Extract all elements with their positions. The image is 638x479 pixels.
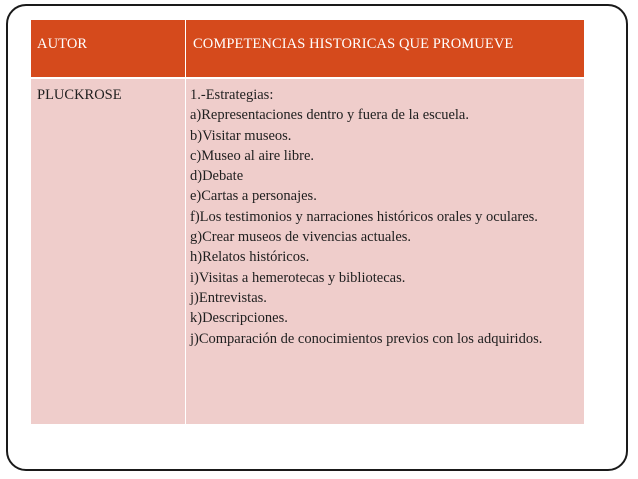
list-item: b)Visitar museos. <box>190 127 292 144</box>
list-item: j)Entrevistas. <box>190 289 267 306</box>
list-item: g)Crear museos de vivencias actuales. <box>190 229 412 246</box>
list-item: k)Descripciones. <box>190 310 288 327</box>
list-item: 1.-Estrategias: <box>190 87 274 103</box>
cell-author: PLUCKROSE <box>37 87 122 103</box>
row-divider <box>31 77 584 79</box>
header-author: AUTOR <box>37 36 88 52</box>
competencies-table <box>31 20 584 424</box>
list-item: f)Los testimonios y narraciones históricos orales y oculares. <box>190 208 538 225</box>
list-item: a)Representaciones dentro y fuera de la escuela. <box>190 107 469 124</box>
list-item: c)Museo al aire libre. <box>190 147 315 164</box>
list-item: j)Comparación de conocimientos previos con los adquiridos. <box>190 330 543 347</box>
list-item: i)Visitas a hemerotecas y bibliotecas. <box>190 269 406 286</box>
list-item: e)Cartas a personajes. <box>190 188 317 205</box>
competencies-list <box>190 86 542 350</box>
header-competencies: COMPETENCIAS HISTORICAS QUE PROMUEVE <box>193 36 514 52</box>
column-divider <box>185 20 186 424</box>
list-item: d)Debate <box>190 168 244 185</box>
list-item: h)Relatos históricos. <box>190 249 310 266</box>
